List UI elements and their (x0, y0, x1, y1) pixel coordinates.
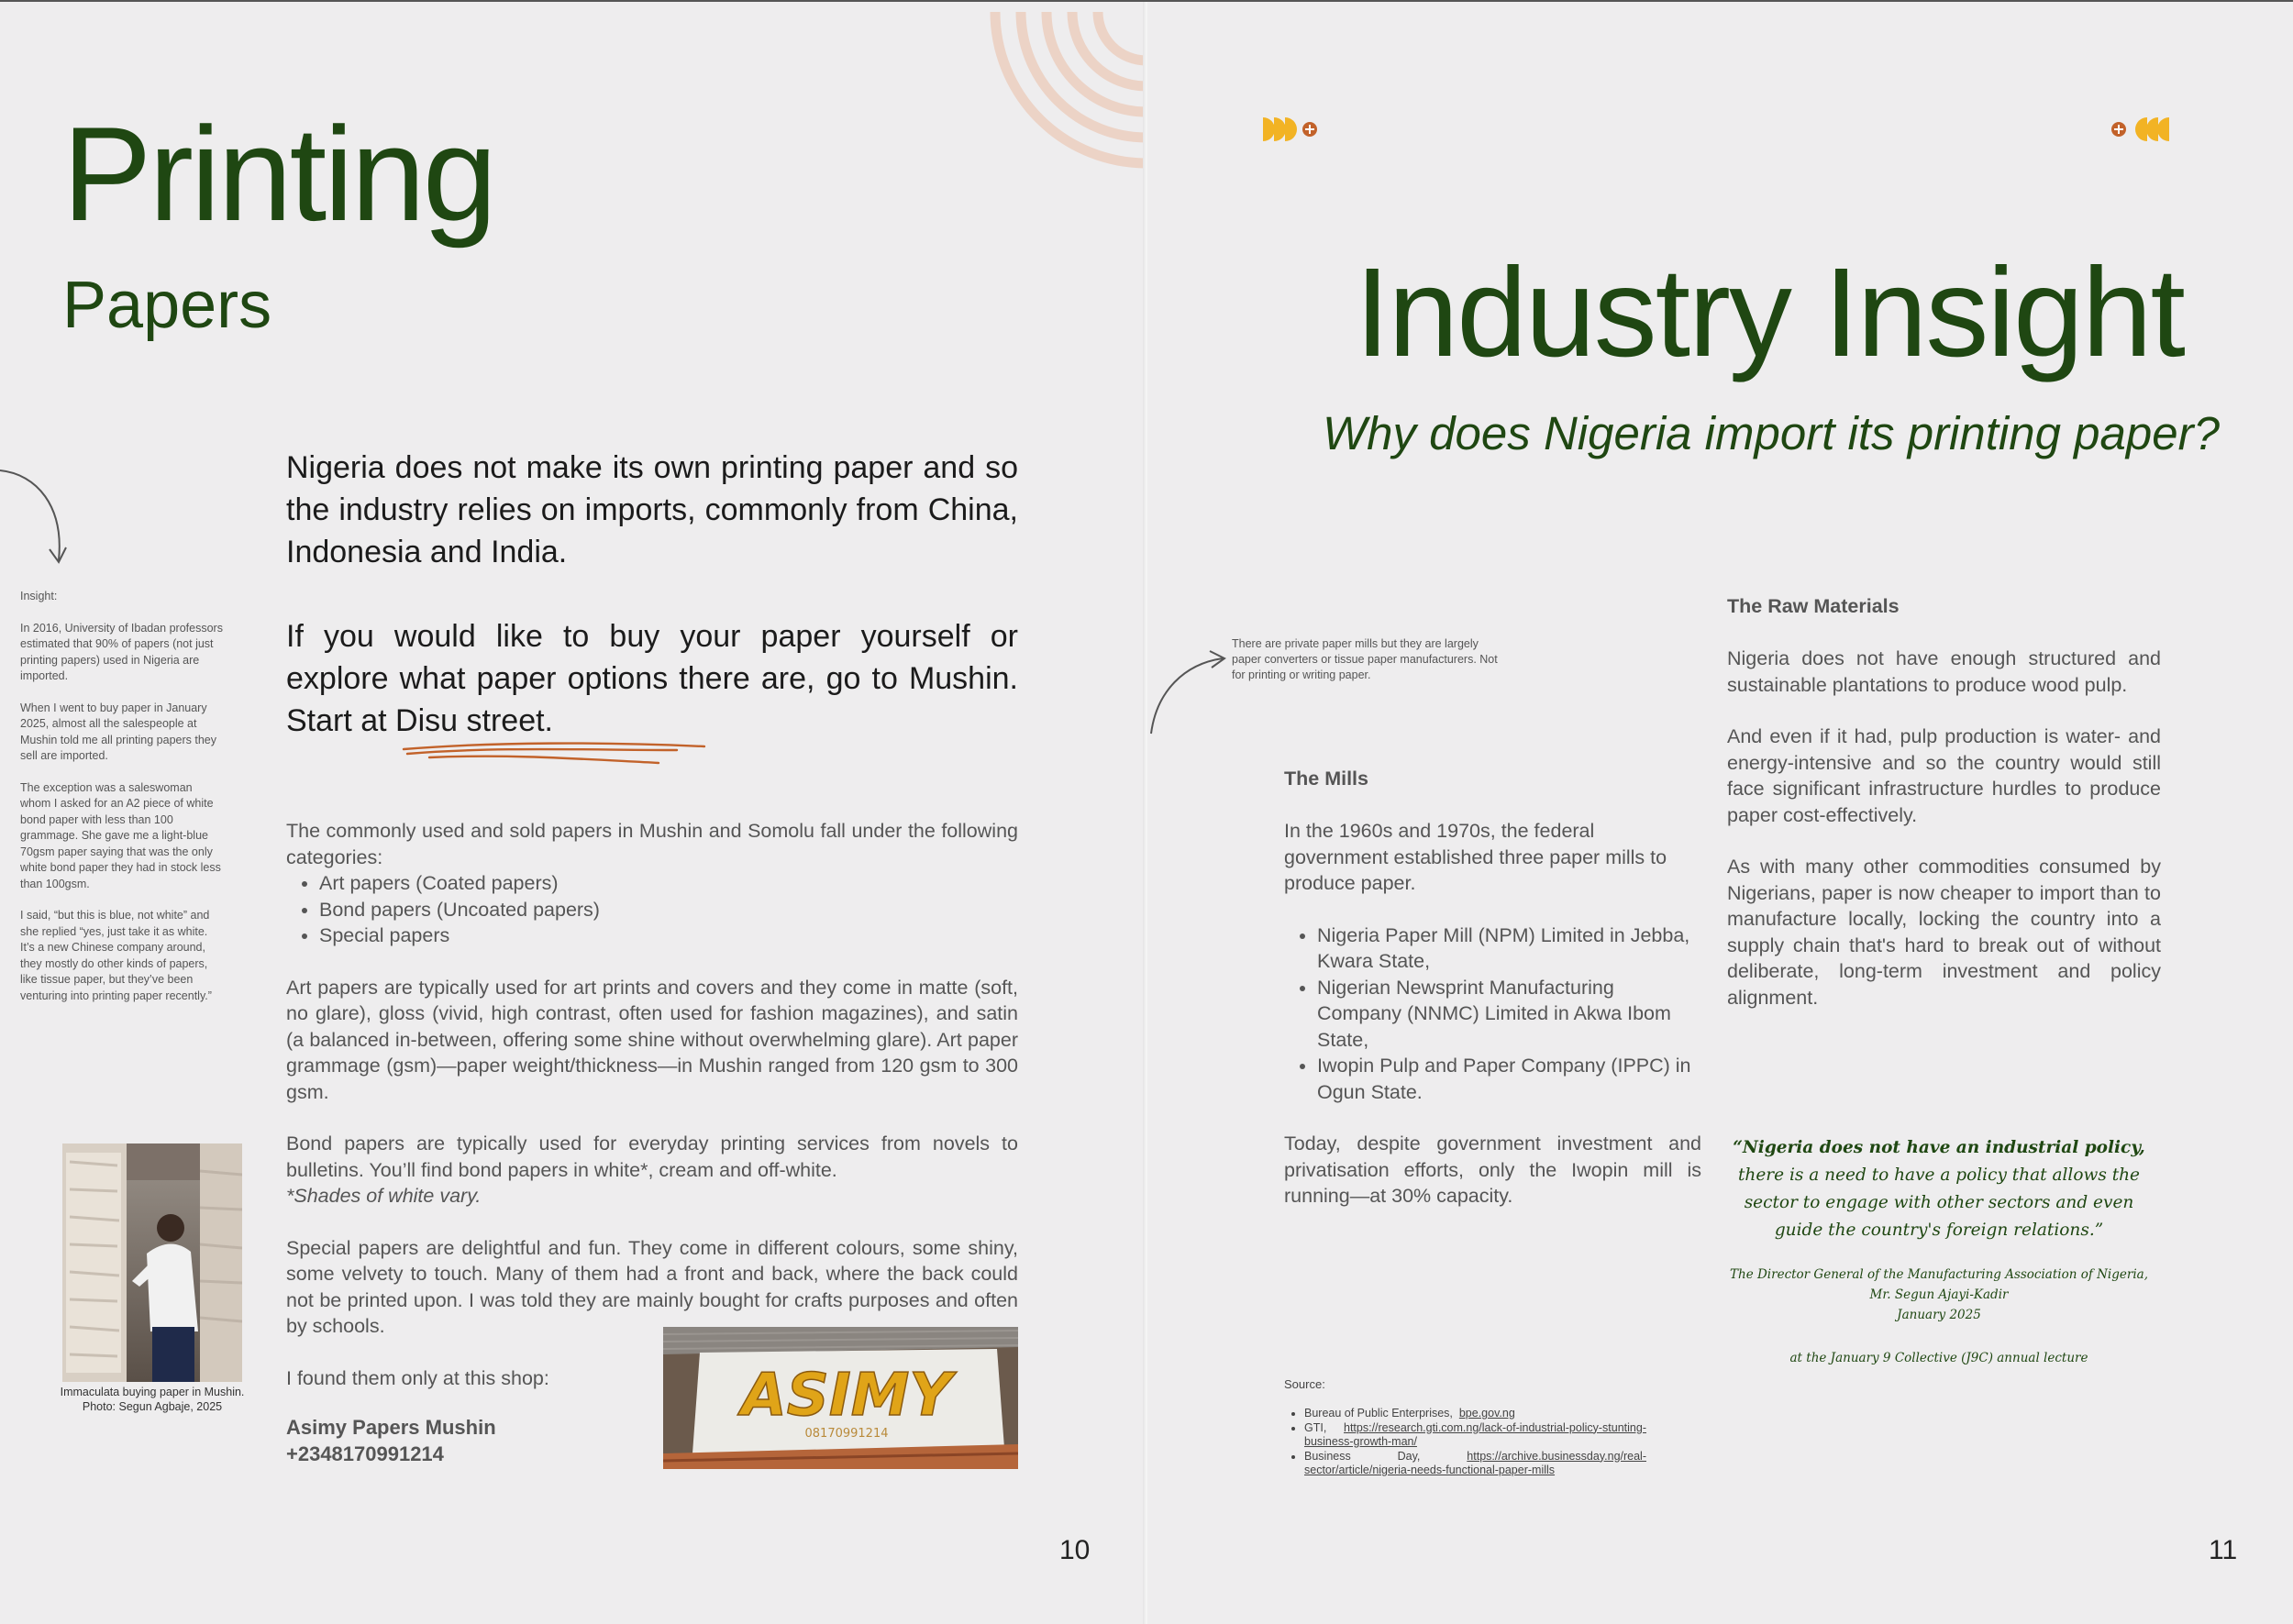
lead-paragraph-1: Nigeria does not make its own printing paper and so the industry relies on imports, commonly from China, Indonesia and India. (286, 450, 1018, 569)
mills-today: Today, despite government investment and privatisation efforts, only the Iwopin mill is running—at 30% capacity. (1284, 1132, 1701, 1207)
bond-note: *Shades of white vary. (286, 1185, 482, 1207)
source-item (1304, 1450, 1646, 1478)
page-title: Industry Insight (1355, 242, 2184, 383)
plus-circle-icon (2110, 116, 2175, 143)
source-item (1304, 1407, 1646, 1421)
bond-papers-paragraph: Bond papers are typically used for everyday printing services from novels to bulletins. You’ll find bond papers in white*, cream and off-white. (286, 1132, 1018, 1181)
list-item: • Nigeria Paper Mill (NPM) Limited in Jebba, Kwara State, (1317, 922, 1701, 975)
attribution-line-2: Mr. Segun Ajayi-Kadir (1869, 1287, 2009, 1302)
shop-name: Asimy Papers Mushin (286, 1416, 496, 1439)
sidebar-paragraph-3: The exception was a saleswoman whom I asked for an A2 piece of white bond paper with less than 100 grammage. She gave me a light-blue 70gsm paper saying that was the only white bond paper they had in stock less than 100gsm. (20, 780, 221, 890)
sign-text: ASIMY (741, 1362, 952, 1430)
disu-street-highlight: Start at Disu street. (286, 703, 553, 738)
shop-phone[interactable]: +2348170991214 (286, 1442, 444, 1465)
list-item: • Bond papers (Uncoated papers) (319, 897, 1018, 923)
shop-intro: I found them only at this shop: (286, 1366, 549, 1389)
side-note: There are private paper mills but they are largely paper converters or tissue paper manufacturers. Not for printing or writing paper. (1232, 637, 1498, 681)
source-link[interactable]: https://archive.businessday.ng/real-sector/article/nigeria-needs-functional-paper-mills (1304, 1449, 1646, 1476)
mills-intro: In the 1960s and 1970s, the federal government established three paper mills to produce paper. (1284, 820, 1667, 894)
page-number: 10 (1059, 1535, 1091, 1565)
sidebar-label: Insight: (20, 590, 58, 602)
source-name: GTI, (1304, 1420, 1327, 1434)
sources-list (1284, 1407, 1646, 1478)
list-item: • Nigerian Newsprint Manufacturing Company (NNMC) Limited in Akwa Ibom State, (1317, 975, 1701, 1054)
quote-text (1723, 1134, 2155, 1244)
photo-caption-line-1: Immaculata buying paper in Mushin. (60, 1386, 245, 1398)
source-link[interactable]: https://research.gti.com.ng/lack-of-industrial-policy-stunting-business-growth-man/ (1304, 1420, 1646, 1448)
photo-caption (37, 1385, 268, 1414)
category-list (286, 870, 1018, 949)
half-circle-ornament-icon (1261, 116, 1320, 143)
raw-paragraph-3: As with many other commodities consumed by Nigerians, paper is now cheaper to import than to manufacture locally, locking the country into a supply chain that's hard to break out of without deliberate, long-term investment and policy alignment. (1727, 856, 2161, 1009)
special-papers-paragraph: Special papers are delightful and fun. They come in different colours, some shiny, some velvety to touch. Many of them had a front and back, where the back could not be printed upon. I was told they are mainly bought for crafts purposes and often by schools. (286, 1236, 1018, 1337)
sidebar-paragraph-1: In 2016, University of Ibadan professors estimated that 90% of papers (not just printing papers) used in Nigeria are imported. (20, 621, 223, 682)
photo-buying-paper (62, 1143, 242, 1382)
raw-materials-heading: The Raw Materials (1727, 595, 1900, 617)
list-item: • Iwopin Pulp and Paper Company (IPPC) in Ogun State. (1317, 1053, 1701, 1105)
attribution-line-1: The Director General of the Manufacturing Association of Nigeria, (1730, 1267, 2148, 1282)
curved-arrow-icon (1147, 646, 1230, 737)
page-number: 11 (2209, 1535, 2238, 1565)
sources-label: Source: (1284, 1377, 1325, 1391)
raw-paragraph-2: And even if it had, pulp production is water- and energy-intensive and so the country would still face significant infrastructure hurdles to produce paper cost-effectively. (1727, 725, 2161, 826)
list-item: • Special papers (319, 922, 1018, 949)
shop-details (286, 1414, 496, 1467)
quote-venue: at the January 9 Collective (J9C) annual lecture (1789, 1351, 2088, 1365)
raw-paragraph-1: Nigeria does not have enough structured and sustainable plantations to produce wood pulp. (1727, 647, 2161, 696)
mills-section (1284, 818, 1701, 1235)
page-title: Printing (62, 99, 495, 249)
art-papers-paragraph: Art papers are typically used for art prints and covers and they come in matte (soft, no glare), gloss (vivid, high contrast, often used for fashion magazines), and satin (a balanced in-between, offering some shine without overwhelming glare). Art paper grammage (gsm)—paper weight/thickness—in Mushin ranged from 120 gsm to 300 gsm. (286, 976, 1018, 1103)
pull-quote (1723, 1134, 2155, 1367)
sidebar-paragraph-4: I said, “but this is blue, not white” and she replied “yes, just take it as white. It’s a new Chinese company around, they mostly do other kinds of papers, like tissue paper, but they’ve been venturing into printing paper recently.” (20, 909, 212, 1002)
page-subtitle: Why does Nigeria import its printing paper? (1323, 407, 2220, 459)
sidebar-paragraph-2: When I went to buy paper in January 2025, almost all the salespeople at Mushin told me all printing papers they sell are imported. (20, 701, 217, 762)
arc-decoration-icon (981, 2, 1146, 170)
lead-paragraph-2-text: If you would like to buy your paper yourself or explore what paper options there are, go to Mushin. (286, 619, 1018, 696)
raw-materials-section (1727, 646, 2161, 1036)
right-page (1147, 2, 2293, 1624)
lead-paragraph-2 (286, 615, 1018, 742)
source-link[interactable]: bpe.gov.ng (1458, 1407, 1515, 1420)
quote-rest: there is a need to have a policy that allows the sector to engage with other sectors and even guide the country's foreign relations.” (1737, 1166, 2140, 1240)
quote-bold: “Nigeria does not have an industrial policy, (1733, 1138, 2145, 1157)
page-subtitle: Papers (62, 269, 272, 342)
source-name: Business Day, (1304, 1449, 1421, 1463)
curved-arrow-icon (0, 465, 73, 568)
list-item: • Art papers (Coated papers) (319, 870, 1018, 897)
sign-phone: 08170991214 (804, 1427, 889, 1441)
photo-caption-line-2: Photo: Segun Agbaje, 2025 (82, 1400, 223, 1413)
photo-shop-sign (663, 1327, 1018, 1469)
quote-attribution (1723, 1265, 2155, 1325)
mills-list (1284, 922, 1701, 1106)
insight-sidebar (20, 589, 224, 1020)
categories-intro: The commonly used and sold papers in Mushin and Somolu fall under the following categories: (286, 820, 1018, 868)
brush-underline-icon (402, 735, 714, 772)
source-item (1304, 1421, 1646, 1450)
mills-heading: The Mills (1284, 768, 1368, 790)
left-page (0, 2, 1146, 1624)
source-name: Bureau of Public Enterprises, (1304, 1407, 1453, 1420)
lead-paragraphs (286, 447, 1018, 742)
attribution-line-3: January 2025 (1897, 1308, 1981, 1322)
